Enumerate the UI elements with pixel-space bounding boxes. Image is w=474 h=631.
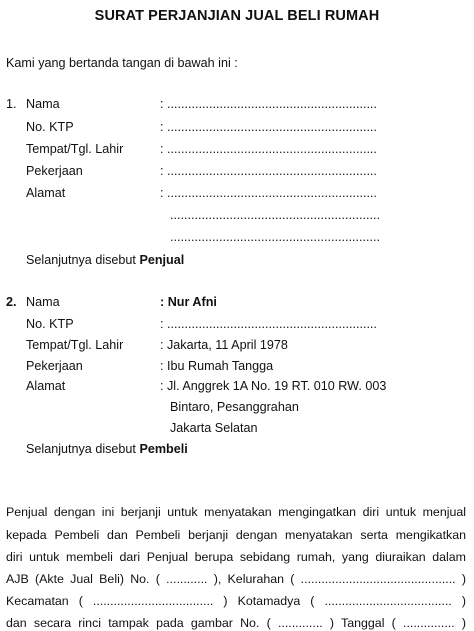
party2-address-line: Bintaro, Pesanggrahan [170,400,299,414]
party2-ktp-label: No. KTP [26,317,74,331]
party2-address-line: Jakarta Selatan [170,421,258,435]
paragraph-line: diri untuk membeli dari Penjual berupa sebidang rumah, yang diuraikan dalam [6,550,466,564]
party1-address-line: ............................................................ [170,208,380,222]
party1-address-line: ............................................................ [170,230,380,244]
party1-job-label: Pekerjaan [26,164,83,178]
party1-ktp-label: No. KTP [26,120,74,134]
party1-job-value: : ............................................................ [160,164,377,178]
party2-role-line [26,442,188,457]
party2-number: 2. [6,295,17,309]
party2-name-label: Nama [26,295,60,309]
intro-text: Kami yang bertanda tangan di bawah ini : [6,56,238,70]
party1-role-prefix: Selanjutnya disebut [26,253,140,267]
paragraph-line: AJB (Akte Jual Beli) No. ( ............ ), Kelurahan ( ............................................. ) [6,572,466,586]
party2-name-value: : Nur Afni [160,295,217,309]
party2-birth-label: Tempat/Tgl. Lahir [26,338,124,352]
party2-address-value: : Jl. Anggrek 1A No. 19 RT. 010 RW. 003 [160,379,387,393]
party1-role-line [26,253,184,268]
party1-name-value: : ............................................................ [160,97,377,111]
party2-role: Pembeli [139,442,188,456]
party2-ktp-value: : ............................................................ [160,317,377,331]
party1-birth-label: Tempat/Tgl. Lahir [26,142,124,156]
document-title: SURAT PERJANJIAN JUAL BELI RUMAH [94,8,380,24]
party1-ktp-value: : ............................................................ [160,120,377,134]
party1-role: Penjual [139,253,185,267]
party2-job-label: Pekerjaan [26,359,83,373]
party2-job-value: : Ibu Rumah Tangga [160,359,274,373]
paragraph-line: Penjual dengan ini berjanji untuk menyatakan mengingatkan diri untuk menjual [6,505,466,519]
paragraph-line: kepada Pembeli dan Pembeli berjanji dengan menyatakan serta mengikatkan [6,528,466,542]
party1-number: 1. [6,97,17,111]
party2-birth-value: : Jakarta, 11 April 1978 [160,338,288,352]
party1-address-value: : ............................................................ [160,186,377,200]
paragraph-line: Kecamatan ( ................................... ) Kotamadya ( ..................................... ) [6,594,466,608]
party1-name-label: Nama [26,97,60,111]
party1-birth-value: : ............................................................ [160,142,377,156]
party1-address-label: Alamat [26,186,66,200]
party2-address-label: Alamat [26,379,66,393]
party2-role-prefix: Selanjutnya disebut [26,442,140,456]
paragraph-line: dan secara rinci tampak pada gambar No. ( ............. ) Tanggal ( ............... ) [6,616,466,630]
